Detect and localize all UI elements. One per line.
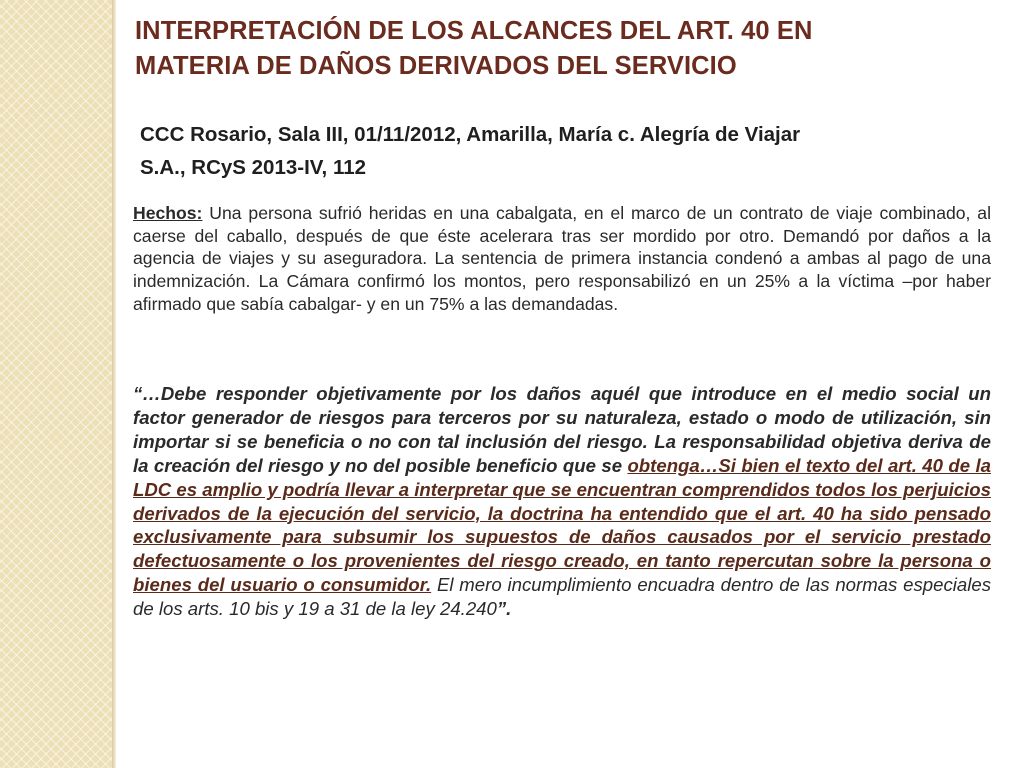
slide-title-line-1: INTERPRETACIÓN DE LOS ALCANCES DEL ART. 40 EN	[135, 17, 813, 45]
case-citation-line-1: CCC Rosario, Sala III, 01/11/2012, Amarilla, María c. Alegría de Viajar	[140, 123, 801, 146]
case-citation	[140, 118, 990, 184]
quote-closing: ”.	[496, 598, 512, 620]
case-citation-line-2: S.A., RCyS 2013-IV, 112	[140, 156, 367, 179]
court-quote	[133, 382, 991, 621]
decorative-side-band	[0, 0, 112, 768]
quote-emphasis: obtenga…Si bien el texto del art. 40 de la LDC es amplio y podría llevar a interpretar que se encuentran comprendidos todos los perjuicios derivados de la ejecución del servicio, la doctrina ha entendido que el art. 40 ha sido pensado exclusivamente para subsumir los supuestos de daños causados por el servicio prestado defectuosamente o los provenientes del riesgo creado, en tanto repercutan sobre la persona o bienes del usuario o consumidor.	[133, 454, 991, 596]
slide-title	[135, 14, 995, 84]
facts-text: Una persona sufrió heridas en una cabalgata, en el marco de un contrato de viaje combinado, al caerse del caballo, después de que éste acelerara tras ser mordido por otro. Demandó por daños a la agencia de viajes y su aseguradora. La sentencia de primera instancia condenó a ambas al pago de una indemnización. La Cámara confirmó los montos, pero responsabilizó en un 25% a la víctima –por haber afirmado que sabía cabalgar- y en un 75% a las demandadas.	[133, 203, 991, 314]
quote-part-2: El mero incumplimiento encuadra dentro de las normas especiales de los arts. 10 bis y 19 a 31 de la ley 24.240	[133, 574, 991, 620]
side-band-edge	[112, 0, 116, 768]
facts-label: Hechos:	[133, 203, 203, 223]
quote-part-1: “…Debe responder objetivamente por los daños aquél que introduce en el medio social un factor generador de riesgos para terceros por su naturaleza, estado o modo de utilización, sin importar si se beneficia o no con tal inclusión del riesgo. La responsabilidad objetiva deriva de la creación del riesgo y no del posible beneficio que se	[133, 383, 991, 476]
facts-paragraph	[133, 202, 991, 316]
slide-title-line-2: MATERIA DE DAÑOS DERIVADOS DEL SERVICIO	[135, 52, 737, 80]
